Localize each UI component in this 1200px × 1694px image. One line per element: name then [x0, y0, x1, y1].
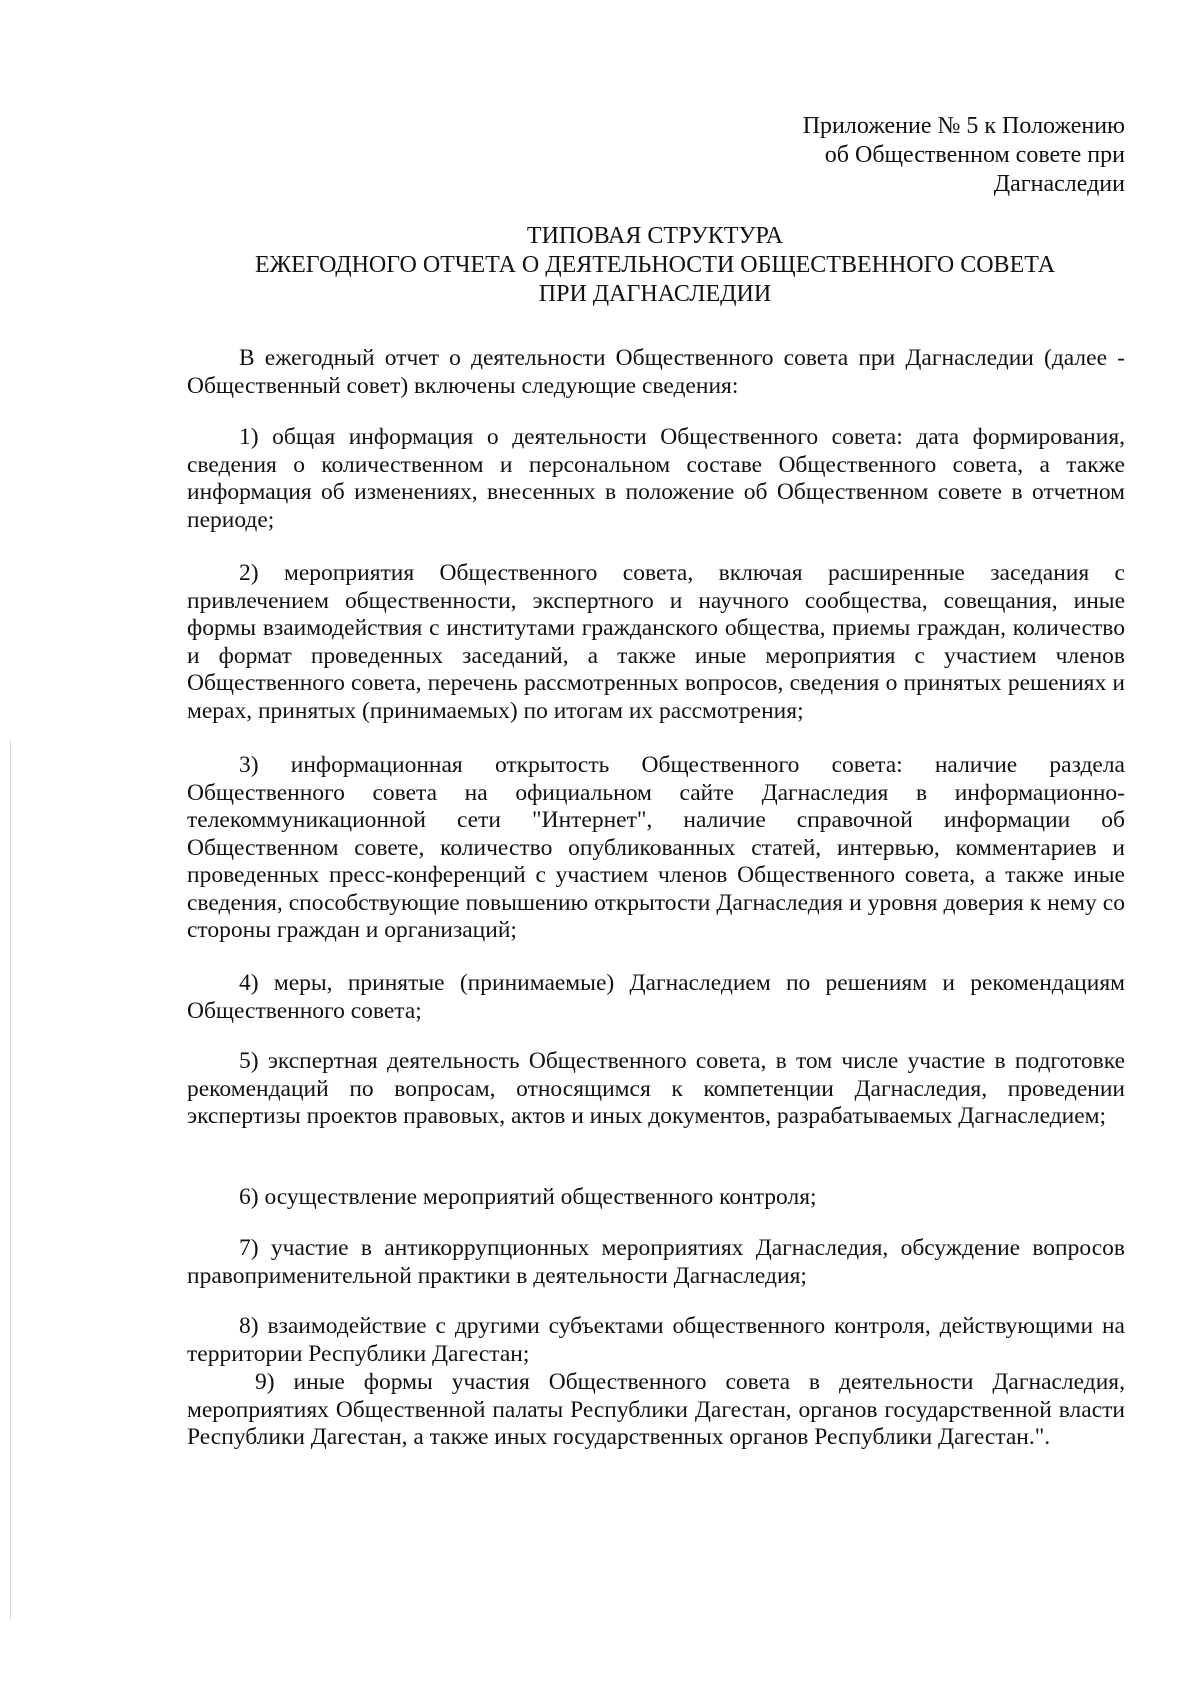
intro-text: В ежегодный отчет о деятельности Общественного совета при Дагнаследии (далее - Общественный совет) включены следующие сведения:	[187, 345, 1125, 399]
intro-paragraph	[187, 345, 1125, 400]
title-line-3: ПРИ ДАГНАСЛЕДИИ	[538, 281, 772, 307]
list-item-text: 6) осуществление мероприятий общественного контроля;	[239, 1184, 817, 1210]
list-item-4	[187, 970, 1125, 1025]
list-item-text: 4) меры, принятые (принимаемые) Дагнаследием по решениям и рекомендациям Общественного совета;	[187, 970, 1125, 1024]
list-item-text: 8) взаимодействие с другими субъектами общественного контроля, действующими на территории Республики Дагестан;	[187, 1313, 1125, 1367]
appendix-line-1: Приложение № 5 к Положению	[802, 113, 1125, 139]
appendix-reference	[803, 112, 1125, 199]
list-item-7	[187, 1235, 1125, 1290]
appendix-line-3: Дагнаследии	[993, 171, 1125, 197]
list-item-9	[187, 1369, 1125, 1452]
appendix-line-2: об Общественном совете при	[824, 142, 1125, 168]
list-item-text: 1) общая информация о деятельности Общественного совета: дата формирования, сведения о количественном и персональном составе Общественного совета, а также информация об изменениях, внесенных в положение об Общественном совете в отчетном периоде;	[187, 424, 1125, 533]
list-item-6	[187, 1184, 1125, 1212]
list-item-5	[187, 1048, 1125, 1131]
list-item-3	[187, 752, 1125, 945]
list-item-8	[187, 1313, 1125, 1368]
list-item-text: 7) участие в антикоррупционных мероприятиях Дагнаследия, обсуждение вопросов правоприменительной практики в деятельности Дагнаследия;	[187, 1235, 1125, 1289]
list-item-text: 5) экспертная деятельность Общественного совета, в том числе участие в подготовке рекомендаций по вопросам, относящимся к компетенции Дагнаследия, проведении экспертизы проектов правовых, актов и иных документов, разрабатываемых Дагнаследием;	[187, 1048, 1125, 1129]
list-item-text: 2) мероприятия Общественного совета, включая расширенные заседания с привлечением общественности, экспертного и научного сообщества, совещания, иные формы взаимодействия с институтами гражданского общества, приемы граждан, количество и формат проведенных заседаний, а также иные мероприятия с участием членов Общественного совета, перечень рассмотренных вопросов, сведения о принятых решениях и мерах, принятых (принимаемых) по итогам их рассмотрения;	[187, 560, 1125, 724]
list-item-text: 9) иные формы участия Общественного совета в деятельности Дагнаследия, мероприятиях Общественной палаты Республики Дагестан, органов государственной власти Республики Дагестан, а также иных государственных органов Республики Дагестан.".	[187, 1369, 1125, 1450]
list-item-2	[187, 560, 1125, 725]
list-item-1	[187, 424, 1125, 534]
document-title	[190, 222, 1120, 309]
scan-edge-line	[10, 740, 11, 1620]
list-item-text: 3) информационная открытость Общественного совета: наличие раздела Общественного совета на официальном сайте Дагнаследия в информационно-телекоммуникационной сети "Интернет", наличие справочной информации об Общественном совете, количество опубликованных статей, интервью, комментариев и проведенных пресс-конференций с участием членов Общественного совета, а также иные сведения, способствующие повышению открытости Дагнаследия и уровня доверия к нему со стороны граждан и организаций;	[187, 752, 1125, 943]
title-line-2: ЕЖЕГОДНОГО ОТЧЕТА О ДЕЯТЕЛЬНОСТИ ОБЩЕСТВЕННОГО СОВЕТА	[254, 252, 1056, 278]
title-line-1: ТИПОВАЯ СТРУКТУРА	[526, 223, 784, 249]
